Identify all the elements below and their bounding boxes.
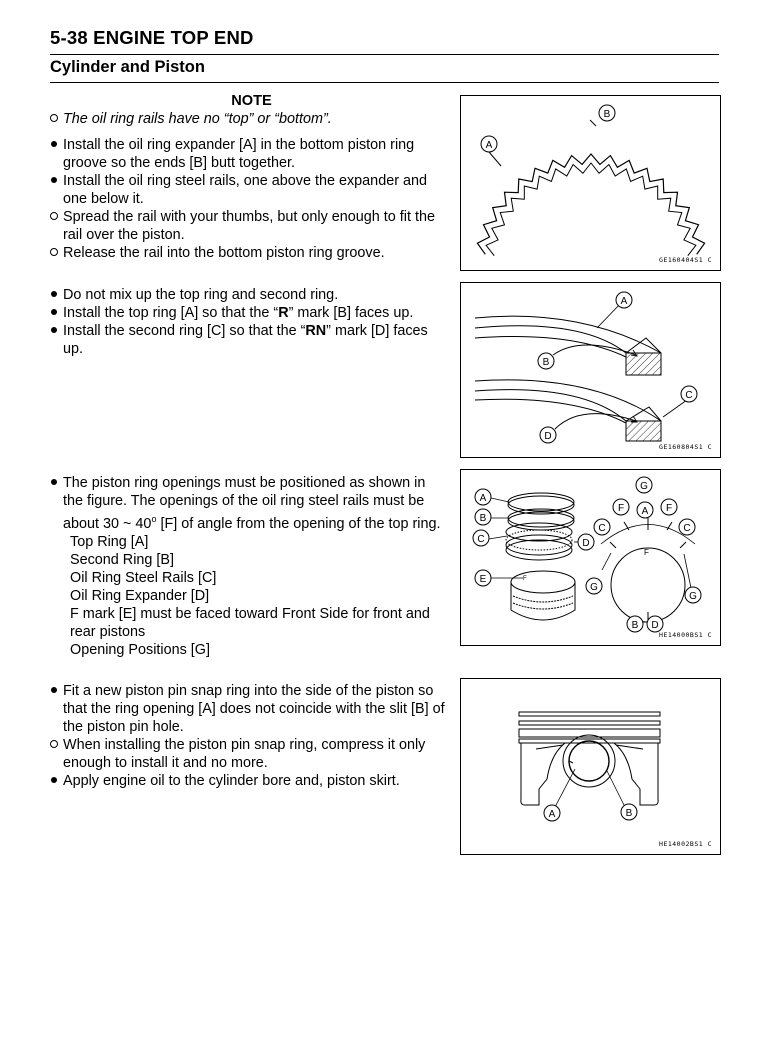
bullet-icon (51, 777, 57, 783)
svg-text:B: B (631, 620, 639, 631)
svg-text:F: F (644, 548, 649, 557)
open-circle-icon (50, 212, 58, 220)
figure-code: GE160804S1 C (659, 443, 712, 451)
bullet-icon (51, 177, 57, 183)
list-item: When installing the piston pin snap ring, compress it only enough to install it and no more. (50, 736, 445, 772)
open-circle-icon (50, 740, 58, 748)
svg-text:B: B (603, 109, 611, 120)
svg-text:F: F (523, 576, 527, 582)
svg-text:G: G (590, 582, 598, 593)
list-item: Fit a new piston pin snap ring into the side of the piston so that the ring opening [A] does not coincide with the slit [B] of the piston pin hole. (50, 682, 445, 736)
callout-a (616, 292, 632, 308)
callout-a-diagram (637, 502, 653, 518)
legend-item: Oil Ring Expander [D] (70, 587, 210, 604)
callout-f-left (613, 499, 629, 515)
legend-item: Second Ring [B] (70, 551, 174, 568)
bullet-icon (51, 309, 57, 315)
callout-g-left (586, 578, 602, 594)
bullet-icon (51, 479, 57, 485)
svg-text:D: D (582, 538, 590, 549)
open-circle-icon (50, 114, 58, 122)
svg-text:B: B (542, 357, 550, 368)
callout-a (475, 489, 491, 505)
svg-text:C: C (683, 523, 691, 534)
text-block-ring-openings (50, 474, 445, 659)
list-item: Release the rail into the bottom piston ring groove. (50, 244, 445, 262)
svg-text:E: E (479, 574, 487, 585)
bullet-icon (51, 687, 57, 693)
text-block-snap-ring (50, 682, 445, 790)
note-text: The oil ring rails have no “top” or “bottom”. (50, 110, 445, 128)
list-item: Spread the rail with your thumbs, but only enough to fit the rail over the piston. (50, 208, 445, 244)
list-item: The piston ring openings must be positioned as shown in the figure. The openings of the oil ring steel rails must be about 30 ~ 40$^o$ [F] of angle from the opening of the top ring. (50, 474, 445, 533)
callout-c-right (679, 519, 695, 535)
callout-g-top (636, 477, 652, 493)
svg-text:A: A (620, 296, 628, 307)
callout-d-bottom (647, 616, 663, 632)
list-item: Install the second ring [C] so that the “RN” mark [D] faces up. (50, 322, 445, 358)
svg-text:A: A (485, 140, 493, 151)
svg-text:C: C (477, 534, 485, 545)
section-rule (50, 82, 719, 83)
oil-ring-expander-illustration (461, 96, 720, 270)
piston-snap-ring-illustration (461, 679, 720, 854)
svg-text:F: F (617, 503, 625, 514)
list-item: Install the oil ring expander [A] in the bottom piston ring groove so the ends [B] butt together. (50, 136, 445, 172)
piston-rings-illustration (461, 283, 720, 457)
svg-text:G: G (689, 591, 697, 602)
ring-openings-illustration (461, 470, 720, 645)
callout-b (599, 105, 615, 121)
figure-code: GE160404S1 C (659, 256, 712, 264)
open-circle-icon (50, 248, 58, 256)
callout-a (481, 136, 497, 152)
bullet-icon (51, 327, 57, 333)
callout-d (578, 534, 594, 550)
callout-g-right (685, 587, 701, 603)
page-title: 5-38 ENGINE TOP END (50, 27, 254, 48)
callout-c (473, 530, 489, 546)
legend-item: Oil Ring Steel Rails [C] (70, 569, 217, 586)
svg-text:D: D (544, 431, 552, 442)
svg-text:C: C (598, 523, 606, 534)
callout-b (475, 509, 491, 525)
note-title: NOTE (231, 93, 272, 109)
figure-ring-openings (460, 469, 721, 646)
svg-text:A: A (479, 493, 487, 504)
header-rule (50, 54, 719, 55)
callout-b (621, 804, 637, 820)
list-item: Install the top ring [A] so that the “R” mark [B] faces up. (50, 304, 445, 322)
legend-item: Top Ring [A] (70, 533, 149, 550)
svg-text:F: F (665, 503, 673, 514)
callout-c (681, 386, 697, 402)
callout-c-left (594, 519, 610, 535)
figure-oil-ring-expander (460, 95, 721, 271)
bullet-icon (51, 291, 57, 297)
figure-code: HE14000BS1 C (659, 631, 712, 639)
svg-text:B: B (479, 513, 487, 524)
legend-item: Opening Positions [G] (70, 641, 210, 658)
text-block-top-second-ring (50, 286, 445, 358)
section-title: Cylinder and Piston (50, 58, 205, 76)
callout-d (540, 427, 556, 443)
svg-text:A: A (641, 506, 649, 517)
svg-text:G: G (640, 481, 648, 492)
callout-f-right (661, 499, 677, 515)
callout-a (544, 805, 560, 821)
svg-text:A: A (548, 809, 556, 820)
callout-b (538, 353, 554, 369)
svg-text:C: C (685, 390, 693, 401)
callout-b-bottom (627, 616, 643, 632)
bullet-icon (51, 141, 57, 147)
list-item: Apply engine oil to the cylinder bore and, piston skirt. (50, 772, 445, 790)
callout-e (475, 570, 491, 586)
svg-text:D: D (651, 620, 659, 631)
text-block-oil-ring (50, 92, 445, 262)
figure-snap-ring (460, 678, 721, 855)
legend-item: F mark [E] must be faced toward Front Side for front and rear pistons (70, 605, 430, 640)
list-item: Install the oil ring steel rails, one above the expander and one below it. (50, 172, 445, 208)
svg-text:B: B (625, 808, 633, 819)
figure-code: HE14002BS1 C (659, 840, 712, 848)
figure-top-second-ring (460, 282, 721, 458)
list-item: Do not mix up the top ring and second ring. (50, 286, 445, 304)
